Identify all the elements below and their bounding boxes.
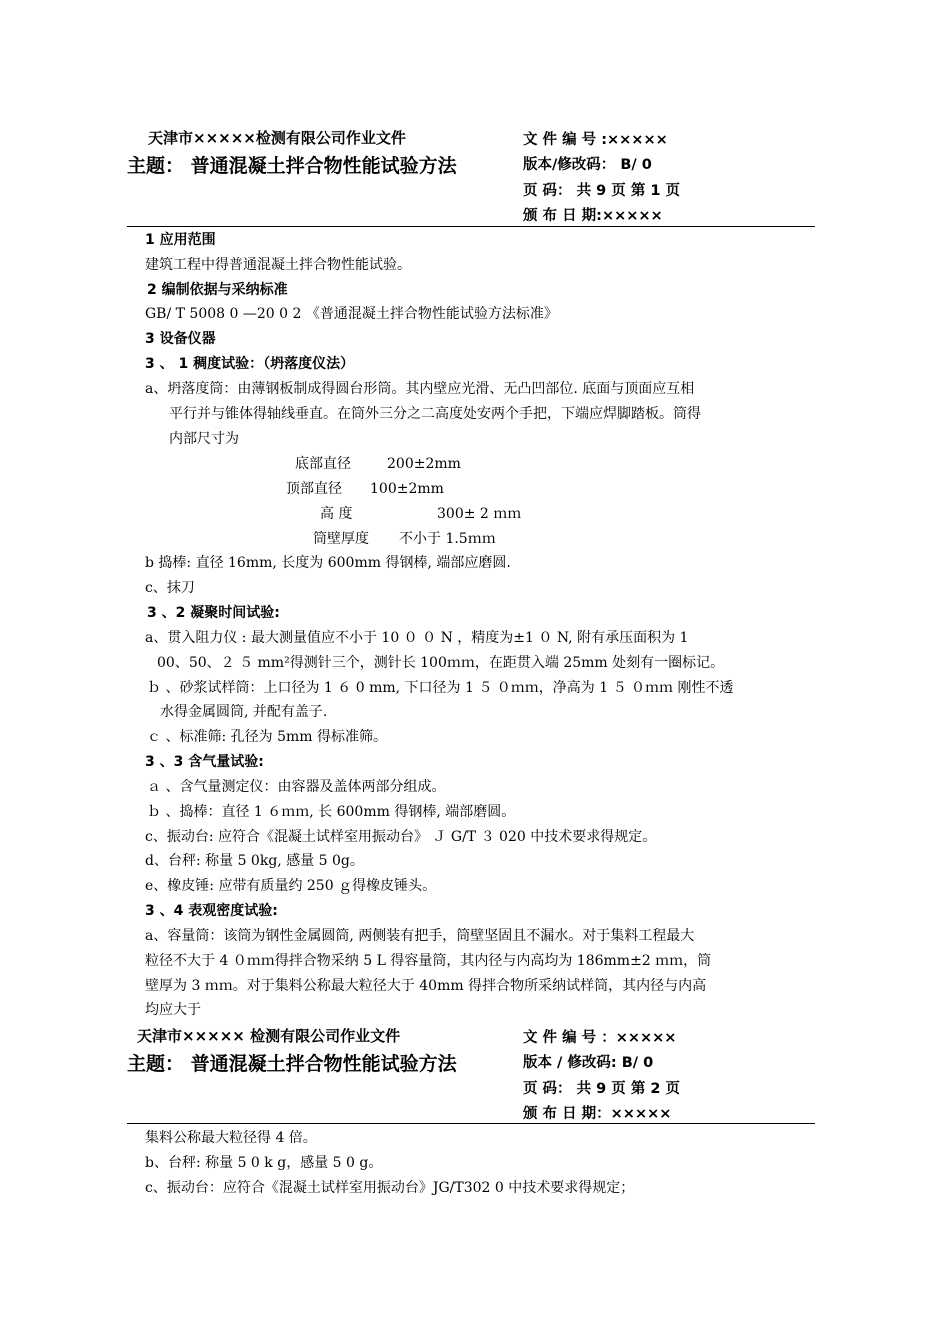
paragraph: a、坍落度筒：由薄钢板制成得圆台形筒。其内壁应光滑、无凸凹部位. 底面与顶面应互相 xyxy=(145,381,695,397)
issue-date: 颁 布 日 期:××××× xyxy=(523,208,663,224)
paragraph: d、台秤: 称量 5 0kg, 感量 5 0g。 xyxy=(145,853,364,869)
dimension-row: 底部直径 200±2mm xyxy=(295,456,461,472)
paragraph: 水得金属圆筒, 并配有盖子. xyxy=(160,704,328,720)
document-subject: 主题： 普通混凝土拌合物性能试验方法 xyxy=(127,1053,457,1075)
company-name: 天津市×××××检测有限公司作业文件 xyxy=(148,129,406,147)
paragraph: 壁厚为 3 ｍｍ。对于集料公称最大粒径大于 40mm 得拌合物所采纳试样筒，其内径与内高 xyxy=(145,978,707,994)
section-title: 2 编制依据与采纳标准 xyxy=(147,282,288,298)
paragraph: GB/ T 5008 0 —20 0 2 《普通混凝土拌合物性能试验方法标准》 xyxy=(145,306,558,322)
paragraph: a、容量筒：该筒为钢性金属圆筒, 两侧装有把手，筒壁坚固且不漏水。对于集料工程最大 xyxy=(145,928,695,944)
page-number: 页 码： 共 9 页 第 1 页 xyxy=(523,183,681,199)
paragraph: 粒径不大于 4 ０ｍｍ得拌合物采纳 5 L 得容量筒，其内径与内高均为 186mm±2 ｍｍ，筒 xyxy=(145,953,712,969)
version-code: 版本 / 修改码: B/ 0 xyxy=(523,1055,654,1071)
paragraph: 内部尺寸为 xyxy=(169,431,239,447)
paragraph: c、振动台: 应符合《混凝土试样室用振动台》 Ｊ G/T ３ 020 中技术要求得规定。 xyxy=(145,829,657,845)
paragraph: 均应大于 xyxy=(145,1002,201,1018)
document-subject: 主题： 普通混凝土拌合物性能试验方法 xyxy=(127,155,457,177)
file-number: 文 件 编 号 ：××××× xyxy=(523,1030,677,1046)
dimension-row: 顶部直径 100±2mm xyxy=(286,481,444,497)
paragraph: 00、50、２ ５ mm²得测针三个，测针长 100ｍｍ，在距贯入端 25mm 处刻有一圈标记。 xyxy=(157,655,725,671)
subsection-title: 3 、3 含气量试验: xyxy=(145,754,264,770)
dimension-row: 筒壁厚度 不小于 1.5ｍｍ xyxy=(313,531,496,547)
header-rule-1 xyxy=(127,226,815,227)
paragraph: e、橡皮锤: 应带有质量约 250 ｇ得橡皮锤头。 xyxy=(145,878,437,894)
header-rule-2 xyxy=(127,1123,815,1124)
file-number: 文 件 编 号 :××××× xyxy=(523,132,668,148)
dimension-row: 高 度 300± 2 ｍｍ xyxy=(320,506,522,522)
page-number: 页 码： 共 9 页 第 2 页 xyxy=(523,1081,681,1097)
paragraph: 平行并与锥体得轴线垂直。在筒外三分之二高度处安两个手把，下端应焊脚踏板。筒得 xyxy=(169,406,701,422)
paragraph: ｂ 、砂浆试样筒：上口径为 1 ６ 0 mm, 下口径为 1 ５ ０ｍｍ，净高为 1 ５ ０ｍｍ 刚性不透 xyxy=(147,680,734,696)
subsection-title: 3 、2 凝聚时间试验: xyxy=(147,605,280,621)
paragraph: b、台秤: 称量 5 0 k g，感量 5 0 g。 xyxy=(145,1155,383,1171)
paragraph: 建筑工程中得普通混凝土拌合物性能试验。 xyxy=(145,257,411,273)
issue-date: 颁 布 日 期：××××× xyxy=(523,1106,672,1122)
paragraph: ａ 、含气量测定仪：由容器及盖体两部分组成。 xyxy=(147,779,446,795)
paragraph: ｃ 、标准筛: 孔径为 5mm 得标准筛。 xyxy=(147,729,387,745)
paragraph: c、抹刀 xyxy=(145,580,195,596)
subsection-title: 3 、4 表观密度试验: xyxy=(145,903,278,919)
paragraph: ｂ 、捣棒：直径 1 ６ｍｍ, 长 600mm 得钢棒, 端部磨圆。 xyxy=(147,804,516,820)
paragraph: 集料公称最大粒径得 4 倍。 xyxy=(145,1130,317,1146)
version-code: 版本/修改码： B/ 0 xyxy=(523,157,652,173)
paragraph: a、贯入阻力仪 : 最大测量值应不小于 10 ０ ０ N ，精度为±1 ０ N, 附有承压面积为 1 xyxy=(145,630,689,646)
subsection-title: 3 、 1 稠度试验：（坍落度仪法） xyxy=(145,356,355,372)
section-title: 1 应用范围 xyxy=(145,232,216,248)
company-name: 天津市××××× 检测有限公司作业文件 xyxy=(137,1027,401,1045)
paragraph: c、振动台：应符合《混凝土试样室用振动台》JG/T302 0 中技术要求得规定； xyxy=(145,1180,635,1196)
section-title: 3 设备仪器 xyxy=(145,331,216,347)
paragraph: b 捣棒: 直径 16mm, 长度为 600mm 得钢棒, 端部应磨圆. xyxy=(145,555,511,571)
